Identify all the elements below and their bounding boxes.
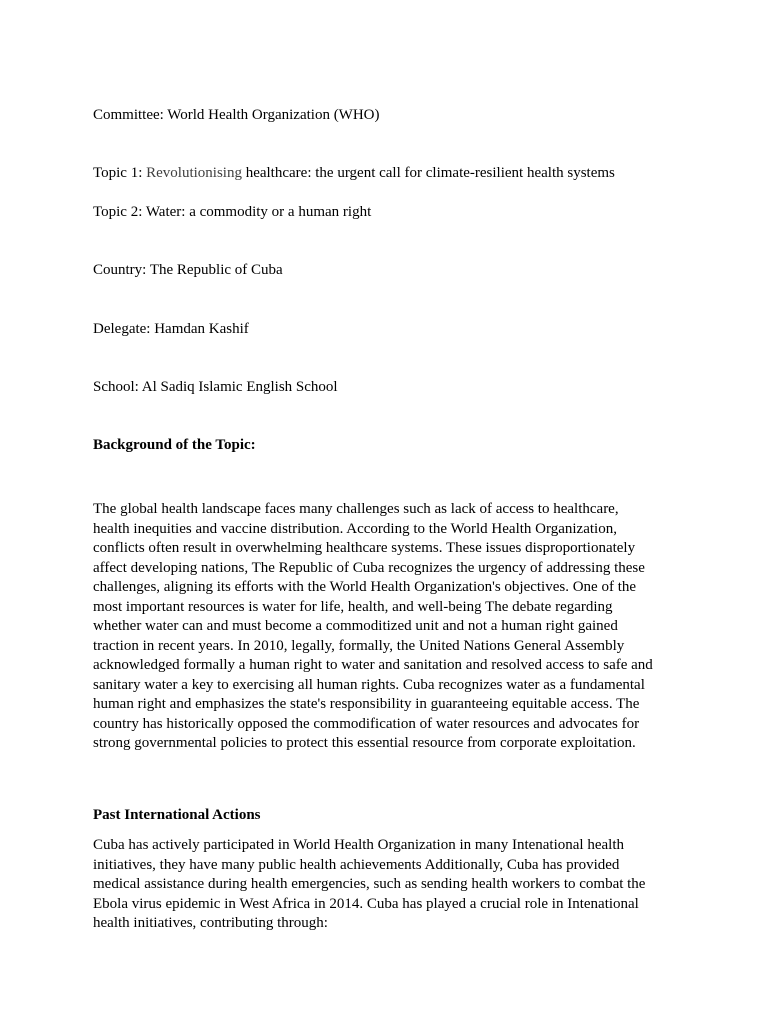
paragraph-line: affect developing nations, The Republic of Cuba recognizes the urgency of addressing these [93, 559, 645, 576]
committee-line: Committee: World Health Organization (WHO) [93, 107, 380, 123]
school-line: School: Al Sadiq Islamic English School [93, 379, 338, 395]
background-heading: Background of the Topic: [93, 437, 256, 453]
topic-1-highlight: Revolutionising [146, 165, 242, 181]
paragraph-line: health inequities and vaccine distribution. According to the World Health Organization, [93, 520, 617, 537]
paragraph-line: traction in recent years. In 2010, legally, formally, the United Nations General Assembly [93, 637, 625, 654]
paragraph-line: country has historically opposed the commodification of water resources and advocates for [93, 715, 640, 732]
paragraph-line: challenges, aligning its efforts with the World Health Organization's objectives. One of the [93, 579, 637, 595]
background-paragraph [93, 500, 693, 754]
past-actions-paragraph [93, 836, 693, 934]
paragraph-line: sanitary water a key to exercising all human rights. Cuba recognizes water as a fundamental [93, 676, 645, 693]
paragraph-line: strong governmental policies to protect this essential resource from corporate exploitation. [93, 735, 636, 751]
country-line: Country: The Republic of Cuba [93, 262, 283, 278]
topic-2-line: Topic 2: Water: a commodity or a human right [93, 204, 372, 220]
paragraph-line: initiatives, they have many public health achievements Additionally, Cuba has provided [93, 856, 620, 873]
delegate-line: Delegate: Hamdan Kashif [93, 321, 249, 337]
topic-1-line [93, 164, 615, 184]
paragraph-line: The global health landscape faces many challenges such as lack of access to healthcare, [93, 501, 619, 517]
paragraph-line: Ebola virus epidemic in West Africa in 2014. Cuba has played a crucial role in Intenational [93, 895, 639, 912]
topic-1-rest: healthcare: the urgent call for climate-resilient health systems [241, 165, 615, 181]
paragraph-line: whether water can and must become a commoditized unit and not a human right gained [93, 618, 618, 634]
paragraph-line: Cuba has actively participated in World Health Organization in many Intenational health [93, 837, 624, 853]
paragraph-line: medical assistance during health emergencies, such as sending health workers to combat the [93, 876, 646, 892]
paragraph-line: acknowledged formally a human right to water and sanitation and resolved access to safe and [93, 657, 653, 673]
topic-1-prefix: Topic 1: [93, 165, 147, 181]
past-actions-heading: Past International Actions [93, 807, 261, 823]
paragraph-line: most important resources is water for life, health, and well-being The debate regarding [93, 598, 613, 615]
paragraph-line: health initiatives, contributing through: [93, 915, 328, 931]
paragraph-line: human right and emphasizes the state's responsibility in guaranteeing equitable access. The [93, 696, 640, 712]
paragraph-line: conflicts often result in overwhelming healthcare systems. These issues disproportionately [93, 540, 636, 556]
